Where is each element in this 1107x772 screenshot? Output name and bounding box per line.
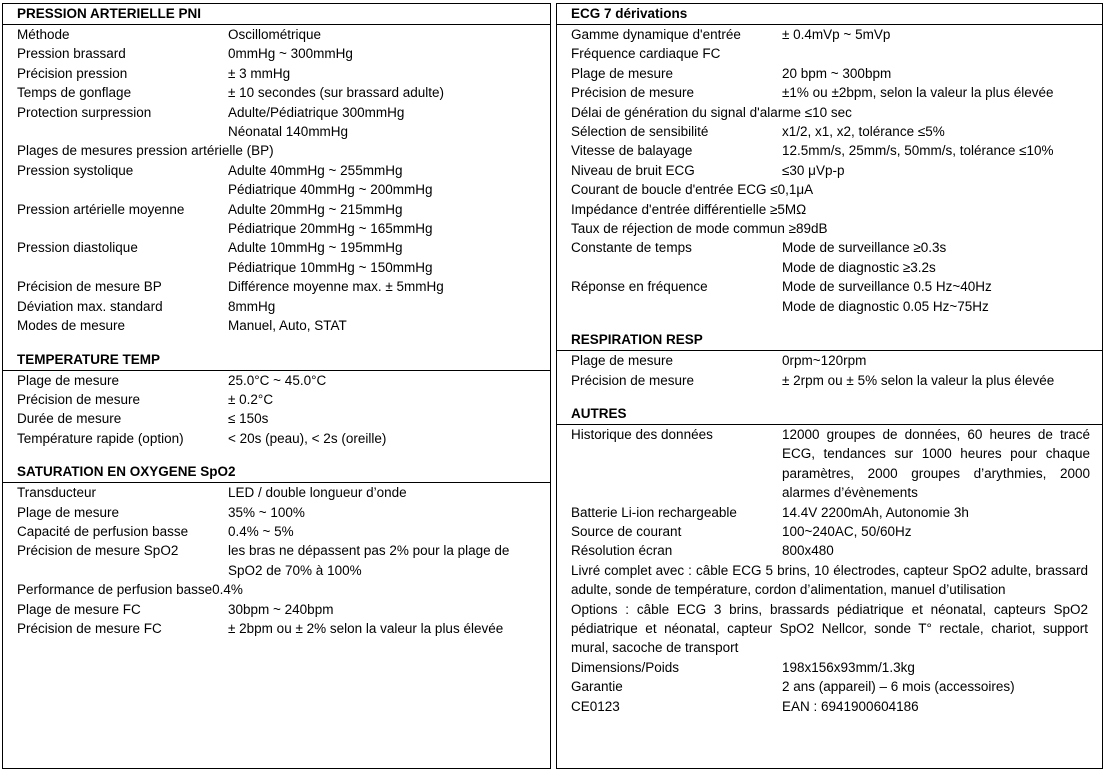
spec-value: Pédiatrique 10mmHg ~ 150mmHg	[228, 259, 433, 275]
spec-row	[17, 25, 550, 44]
spec-value: 100~240AC, 50/60Hz	[782, 523, 912, 539]
spec-label: Taux de réjection de mode commun ≥89dB	[571, 221, 828, 237]
spec-label: Garantie	[571, 679, 623, 695]
spec-row	[571, 425, 1102, 503]
spec-row	[17, 429, 550, 448]
spec-value: Pédiatrique 40mmHg ~ 200mmHg	[228, 182, 433, 198]
section-body	[557, 351, 1102, 390]
spec-row	[571, 658, 1102, 677]
spec-row	[571, 677, 1102, 696]
spec-row	[571, 25, 1102, 44]
spec-value: LED / double longueur d’onde	[228, 485, 407, 501]
spec-label: Méthode	[17, 27, 70, 42]
spec-label: Source de courant	[571, 523, 682, 539]
spec-value: ± 2bpm ou ± 2% selon la valeur la plus élevée	[228, 620, 504, 636]
spec-value: 198x156x93mm/1.3kg	[782, 659, 915, 675]
spec-label: Précision de mesure BP	[17, 279, 162, 295]
spec-value: ±1% ou ±2bpm, selon la valeur la plus élevée	[782, 85, 1054, 101]
spec-row	[17, 44, 550, 63]
spec-label	[17, 258, 228, 277]
spec-label: CE0123	[571, 698, 620, 714]
spec-value	[782, 219, 1102, 238]
spec-label: Dimensions/Poids	[571, 659, 680, 675]
spec-value: 800x480	[782, 543, 834, 559]
spec-label	[17, 122, 228, 141]
spec-label: Historique des données	[571, 426, 713, 442]
spec-value: ± 0.4mVp ~ 5mVp	[782, 27, 891, 42]
spec-label: Performance de perfusion basse	[17, 582, 213, 598]
spec-label: Plage de mesure	[571, 65, 674, 81]
spec-row	[17, 200, 550, 219]
spec-row	[17, 409, 550, 428]
spec-row	[17, 103, 550, 122]
spec-label: Pression systolique	[17, 162, 134, 178]
spec-row	[571, 238, 1102, 257]
spec-value: 12000 groupes de données, 60 heures de tracé ECG, tendances sur 1000 heures pour chaque paramètres, 2000 groupes d’arythmies, 2000 alarmes d’évènements	[782, 426, 1090, 501]
spec-row	[17, 503, 550, 522]
spec-value: ≤30 μVp-p	[782, 162, 845, 178]
spec-label: Sélection de sensibilité	[571, 124, 709, 140]
spec-row	[571, 161, 1102, 180]
spec-value: Mode de diagnostic 0.05 Hz~75Hz	[782, 298, 989, 314]
spec-value: x1/2, x1, x2, tolérance ≤5%	[782, 124, 945, 140]
spec-label: Pression brassard	[17, 46, 126, 62]
spec-label: Plage de mesure	[17, 504, 120, 520]
spec-value	[782, 200, 1102, 219]
spec-label: Modes de mesure	[17, 318, 126, 334]
spec-label: Résolution écran	[571, 543, 673, 559]
spec-value: 0.4%	[212, 582, 243, 598]
spec-label: Vitesse de balayage	[571, 143, 693, 159]
spec-value: 0mmHg ~ 300mmHg	[228, 46, 353, 62]
spec-value: 25.0°C ~ 45.0°C	[228, 372, 327, 388]
section-body	[557, 25, 1102, 316]
spec-row	[571, 522, 1102, 541]
spec-label: Plage de mesure	[17, 372, 120, 388]
spec-label: Constante de temps	[571, 240, 692, 256]
spec-label: Précision de mesure	[571, 372, 695, 388]
spec-row	[571, 277, 1102, 296]
spec-label: Batterie Li-ion rechargeable	[571, 504, 737, 520]
spec-value: 12.5mm/s, 25mm/s, 50mm/s, tolérance ≤10%	[782, 143, 1054, 159]
spec-paragraph: Options : câble ECG 3 brins, brassards pédiatrique et néonatal, capteurs SpO2 pédiatrique et néonatal, capteur SpO2 Nellcor, sonde T° rectale, chariot, support mural, sacoche de transport	[571, 601, 1088, 656]
spec-row	[17, 316, 550, 335]
spec-value: 0rpm~120rpm	[782, 353, 867, 369]
spec-label: Précision de mesure	[17, 391, 141, 407]
spec-label: Déviation max. standard	[17, 298, 163, 314]
spec-value	[782, 103, 1102, 122]
spec-value: Adulte/Pédiatrique 300mmHg	[228, 104, 405, 120]
spec-row	[17, 277, 550, 296]
spec-label: Température rapide (option)	[17, 430, 184, 446]
spec-label: Impédance d'entrée différentielle ≥5MΩ	[571, 201, 807, 217]
spec-label: Niveau de bruit ECG	[571, 162, 695, 178]
spec-row	[17, 238, 550, 257]
spec-label: Courant de boucle d'entrée ECG ≤0,1μA	[571, 182, 814, 198]
spec-label: Précision de mesure	[571, 85, 695, 101]
spec-label: Plage de mesure	[571, 353, 674, 369]
section-title-autres: AUTRES	[557, 404, 1102, 425]
section-body	[3, 483, 550, 638]
spec-row	[17, 180, 550, 199]
spec-value: ± 0.2°C	[228, 391, 274, 407]
spec-value: ± 2rpm ou ± 5% selon la valeur la plus élevée	[782, 372, 1055, 388]
spec-value: 0.4% ~ 5%	[228, 523, 294, 539]
spec-value: Néonatal 140mmHg	[228, 124, 349, 140]
spec-value: Adulte 20mmHg ~ 215mmHg	[228, 201, 403, 217]
spec-label: Durée de mesure	[17, 411, 122, 427]
spec-value: ± 10 secondes (sur brassard adulte)	[228, 85, 445, 101]
spec-label: Délai de génération du signal d'alarme ≤10 sec	[571, 104, 852, 120]
spec-value: Mode de surveillance ≥0.3s	[782, 240, 947, 256]
spec-row	[571, 541, 1102, 560]
section-gap	[557, 316, 1102, 330]
spec-row	[571, 64, 1102, 83]
section-gap	[557, 390, 1102, 404]
spec-row	[571, 351, 1102, 370]
spec-label: Précision de mesure FC	[17, 620, 162, 636]
spec-row	[17, 390, 550, 409]
spec-row	[571, 103, 1102, 122]
section-gap	[3, 448, 550, 462]
spec-value: Mode de diagnostic ≥3.2s	[782, 259, 936, 275]
spec-value: Adulte 40mmHg ~ 255mmHg	[228, 162, 403, 178]
spec-row	[571, 44, 1102, 63]
spec-label: Plage de mesure FC	[17, 601, 141, 617]
spec-row	[17, 580, 550, 599]
spec-label: Pression artérielle moyenne	[17, 201, 185, 217]
section-title-pression-arterielle-pni: PRESSION ARTERIELLE PNI	[3, 4, 550, 25]
spec-label	[17, 180, 228, 199]
spec-label: Précision pression	[17, 65, 128, 81]
spec-label: Plages de mesures pression artérielle (BP)	[17, 143, 274, 159]
spec-value	[782, 44, 1102, 63]
spec-value: ± 3 mmHg	[228, 65, 291, 81]
section-body	[557, 425, 1102, 716]
spec-value: les bras ne dépassent pas 2% pour la plage de SpO2 de 70% à 100%	[228, 543, 510, 578]
spec-value	[228, 141, 550, 160]
spec-value	[782, 180, 1102, 199]
spec-label: Gamme dynamique d'entrée	[571, 27, 741, 42]
spec-value: 14.4V 2200mAh, Autonomie 3h	[782, 504, 969, 520]
spec-row	[17, 371, 550, 390]
spec-row	[571, 200, 1102, 219]
spec-row	[17, 619, 550, 638]
spec-row	[17, 122, 550, 141]
spec-row	[17, 219, 550, 238]
spec-row	[571, 180, 1102, 199]
spec-label: Capacité de perfusion basse	[17, 523, 189, 539]
spec-row	[571, 122, 1102, 141]
spec-value: Différence moyenne max. ± 5mmHg	[228, 279, 444, 295]
spec-value: Oscillométrique	[228, 27, 322, 42]
spec-row	[17, 258, 550, 277]
spec-row	[17, 522, 550, 541]
spec-row	[571, 141, 1102, 160]
spec-value: < 20s (peau), < 2s (oreille)	[228, 430, 387, 446]
spec-label: Temps de gonflage	[17, 85, 132, 101]
spec-row	[571, 371, 1102, 390]
spec-row	[17, 297, 550, 316]
spec-label: Transducteur	[17, 485, 97, 501]
section-gap	[3, 336, 550, 350]
spec-row	[571, 258, 1102, 277]
section-body	[3, 371, 550, 449]
spec-label	[17, 219, 228, 238]
spec-label: Réponse en fréquence	[571, 279, 708, 295]
spec-row	[17, 64, 550, 83]
section-title-saturation-en-oxygene-spo2: SATURATION EN OXYGENE SpO2	[3, 462, 550, 483]
spec-value: 2 ans (appareil) – 6 mois (accessoires)	[782, 679, 1015, 695]
left-column	[2, 3, 551, 769]
spec-value: Adulte 10mmHg ~ 195mmHg	[228, 240, 403, 256]
spec-label: Pression diastolique	[17, 240, 138, 256]
spec-value: 30bpm ~ 240bpm	[228, 601, 334, 617]
section-title-ecg-7-derivations: ECG 7 dérivations	[557, 4, 1102, 25]
spec-value: 8mmHg	[228, 298, 276, 314]
spec-value: 35% ~ 100%	[228, 504, 305, 520]
spec-row	[571, 219, 1102, 238]
spec-row	[571, 697, 1102, 716]
spec-row	[17, 161, 550, 180]
spec-label: Fréquence cardiaque FC	[571, 46, 721, 62]
spec-label	[571, 297, 782, 316]
spec-row	[17, 600, 550, 619]
spec-value: 20 bpm ~ 300bpm	[782, 65, 892, 81]
spec-value: Manuel, Auto, STAT	[228, 318, 347, 334]
spec-label: Précision de mesure SpO2	[17, 543, 179, 559]
spec-row	[17, 83, 550, 102]
right-column	[556, 3, 1103, 769]
spec-row	[571, 503, 1102, 522]
spec-row	[571, 297, 1102, 316]
spec-label	[571, 258, 782, 277]
spec-label: Protection surpression	[17, 104, 152, 120]
spec-value: EAN : 6941900604186	[782, 698, 919, 714]
spec-row	[17, 141, 550, 160]
spec-paragraph: Livré complet avec : câble ECG 5 brins, 10 électrodes, capteur SpO2 adulte, brassard adulte, sonde de température, cordon d’alimentation, manuel d’utilisation	[571, 562, 1088, 598]
spec-value: Mode de surveillance 0.5 Hz~40Hz	[782, 279, 992, 295]
section-title-temperature-temp: TEMPERATURE TEMP	[3, 350, 550, 371]
spec-value: ≤ 150s	[228, 411, 269, 427]
spec-value: Pédiatrique 20mmHg ~ 165mmHg	[228, 221, 433, 237]
spec-row	[17, 483, 550, 502]
section-body	[3, 25, 550, 336]
spec-row	[17, 541, 550, 580]
spec-row	[571, 83, 1102, 102]
section-title-respiration-resp: RESPIRATION RESP	[557, 330, 1102, 351]
